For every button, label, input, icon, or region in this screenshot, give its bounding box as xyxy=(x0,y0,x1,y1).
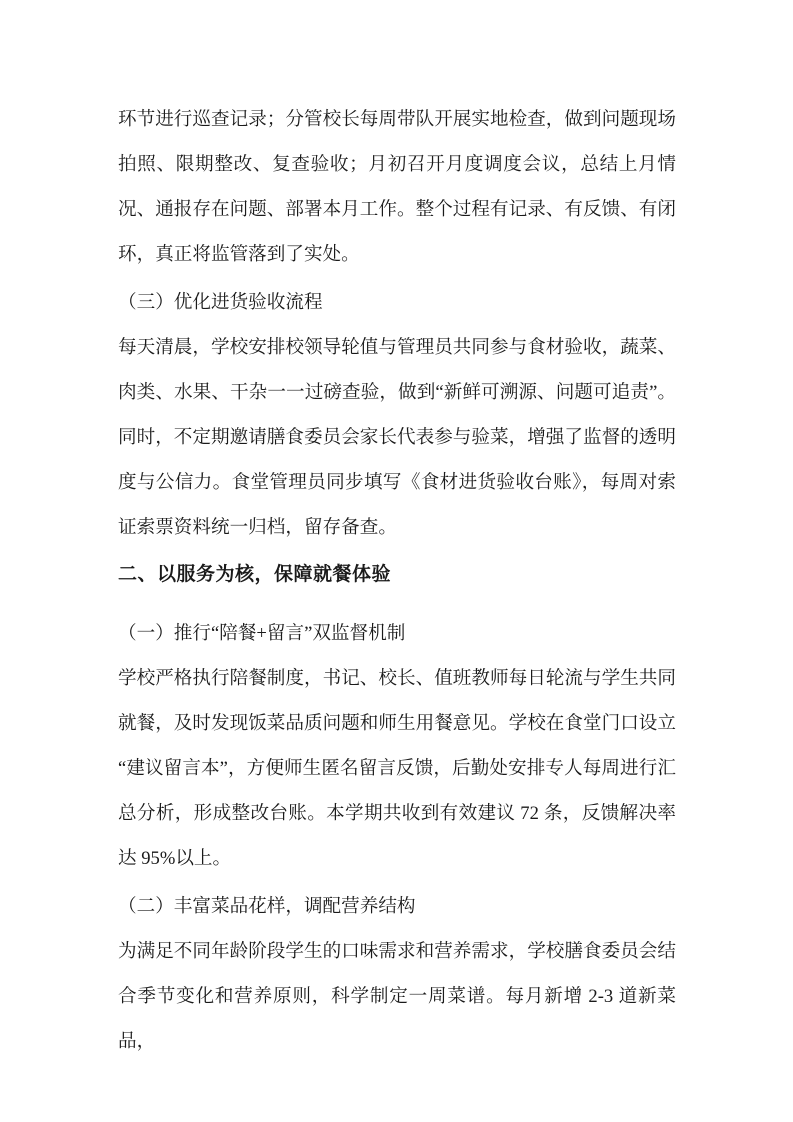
subheading-section-3: （三）优化进货验收流程 xyxy=(118,292,323,313)
document-body xyxy=(118,97,676,1064)
body-paragraph: 每天清晨，学校安排校领导轮值与管理员共同参与食材验收，蔬菜、肉类、水果、干杂一一过磅查验，做到“新鲜可溯源、问题可追责”。同时，不定期邀请膳食委员会家长代表参与验菜，增强了监督的透明度与公信力。食堂管理员同步填写《食材进货验收台账》，每周对索证索票资料统一归档，留存备查。 xyxy=(118,337,676,538)
subheading-section-1: （一）推行“陪餐+留言”双监督机制 xyxy=(118,623,406,644)
body-paragraph-continued: 环节进行巡查记录；分管校长每周带队开展实地检查，做到问题现场拍照、限期整改、复查验收；月初召开月度调度会议，总结上月情况、通报存在问题、部署本月工作。整个过程有记录、有反馈、有闭环，真正将监管落到了实处。 xyxy=(118,109,676,265)
subheading-section-2: （二）丰富菜品花样，调配营养结构 xyxy=(118,896,416,917)
body-paragraph-truncated: 为满足不同年龄阶段学生的口味需求和营养需求，学校膳食委员会结合季节变化和营养原则，科学制定一周菜谱。每月新增 2-3 道新菜品， xyxy=(118,941,676,1052)
body-paragraph: 学校严格执行陪餐制度，书记、校长、值班教师每日轮流与学生共同就餐，及时发现饭菜品质问题和师生用餐意见。学校在食堂门口设立“建议留言本”，方便师生匿名留言反馈，后勤处安排专人每周进行汇总分析，形成整改台账。本学期共收到有效建议 72 条，反馈解决率达 95%以上。 xyxy=(118,668,676,869)
chapter-heading-2: 二、以服务为核，保障就餐体验 xyxy=(118,564,392,585)
